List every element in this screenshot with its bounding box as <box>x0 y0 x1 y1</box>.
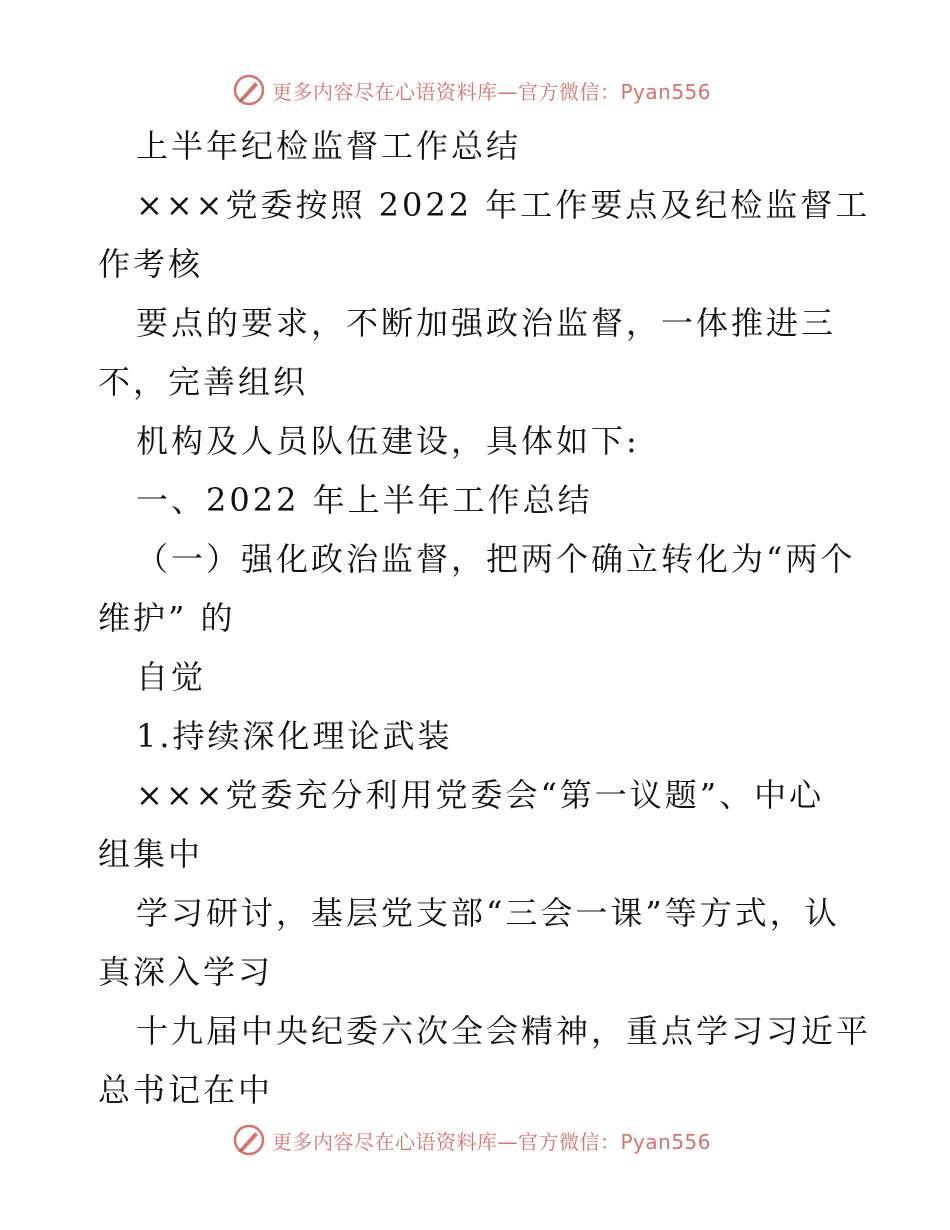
quill-pen-logo-icon <box>232 1123 266 1157</box>
text-line: ×××党委按照 2022 年工作要点及纪检监督工 <box>136 186 871 224</box>
text-line: 十九届中央纪委六次全会精神，重点学习习近平 <box>136 1012 872 1050</box>
text-line: 作考核 <box>98 245 204 283</box>
header-watermark <box>232 72 711 108</box>
text-line: 自觉 <box>136 658 207 696</box>
text-line: 总书记在中 <box>98 1071 274 1109</box>
text-line: 不，完善组织 <box>98 363 309 401</box>
text-line: 机构及人员队伍建设，具体如下: <box>136 422 640 460</box>
footer-watermark <box>232 1122 711 1158</box>
text-line: （一）强化政治监督，把两个确立转化为“两个 <box>136 540 856 578</box>
text-line: 学习研讨，基层党支部“三会一课”等方式，认 <box>136 894 840 932</box>
text-line: 1.持续深化理论武装 <box>136 717 453 755</box>
watermark-text: 更多内容尽在心语资料库—官方微信：Pyan556 <box>272 79 712 104</box>
document-body <box>98 117 872 1120</box>
text-line: 真深入学习 <box>98 953 274 991</box>
text-line: 组集中 <box>98 835 204 873</box>
text-line: 要点的要求，不断加强政治监督，一体推进三 <box>136 304 837 342</box>
watermark-text: 更多内容尽在心语资料库—官方微信：Pyan556 <box>272 1129 712 1154</box>
quill-pen-logo-icon <box>232 73 266 107</box>
text-line: 一、2022 年上半年工作总结 <box>136 481 593 519</box>
text-line: ×××党委充分利用党委会“第一议题”、中心 <box>136 776 825 814</box>
text-line: 维护” 的 <box>98 599 236 637</box>
text-line: 上半年纪检监督工作总结 <box>136 127 522 165</box>
